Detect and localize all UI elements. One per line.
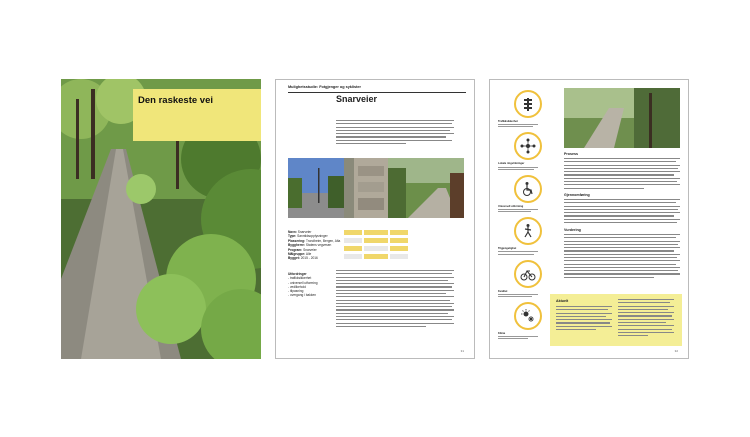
callout-box [550, 294, 682, 346]
section-heading-process: Prosess [564, 152, 578, 156]
section-heading-assessment: Vurdering [564, 228, 581, 232]
path-photo-left [288, 158, 344, 218]
implementation-text [564, 199, 680, 225]
process-text [564, 158, 680, 191]
callout-text-left [556, 306, 612, 332]
page-header: Mulighetsstudie: Fotgjenger og syklister [288, 85, 361, 89]
park-path-photo [388, 158, 464, 218]
body-text-block [336, 270, 454, 329]
criterion-universal-design: Universell utforming [498, 175, 548, 212]
criterion-quality: Kvalitet [498, 260, 548, 297]
callout-text-right [618, 299, 674, 338]
callout-title: Aktuelt [556, 299, 569, 303]
cover-title: Den raskeste vei [138, 95, 213, 106]
criterion-climate: Klima [498, 302, 548, 339]
section-heading-implementation: Gjennomføring [564, 193, 590, 197]
criterion-safety: Trafikksikkerhet [498, 90, 548, 127]
criterion-accessibility: Tilgjengelighet [498, 217, 548, 254]
header-divider [288, 92, 466, 93]
page-snarveier [275, 79, 475, 359]
page-number: 31 [460, 349, 464, 353]
wheelchair-icon [514, 175, 542, 203]
title-panel [133, 89, 261, 141]
criterion-local-effects: Lokale ringvirkninger [498, 132, 548, 169]
intro-text-block [336, 120, 454, 146]
criteria-icons [498, 90, 548, 344]
project-meta: Navn: Snarveier Type: Sanntidsopplysninger Plassering: Trondheim, Bergen, Alta Byggherre: Statens vegvesen Program: Snarveier Målgruppe: Alle Bygget: 2015 - 2016 [288, 230, 341, 261]
challenges-list: Utfordringer - trafikksikkerhet - universell utforming - vedlikehold - tilpasning - overgang i bakken [288, 272, 318, 298]
stone-wall-photo [344, 158, 388, 218]
page-number: 32 [674, 349, 678, 353]
road-sign-icon [514, 90, 542, 118]
pedestrian-icon [514, 217, 542, 245]
network-icon [514, 132, 542, 160]
assessment-text [564, 234, 680, 280]
page-title: Snarveier [336, 94, 378, 104]
stairs-photo [564, 88, 680, 148]
page-assessment [489, 79, 689, 359]
bicycle-icon [514, 260, 542, 288]
page-cover [61, 79, 261, 359]
weather-icon [514, 302, 542, 330]
